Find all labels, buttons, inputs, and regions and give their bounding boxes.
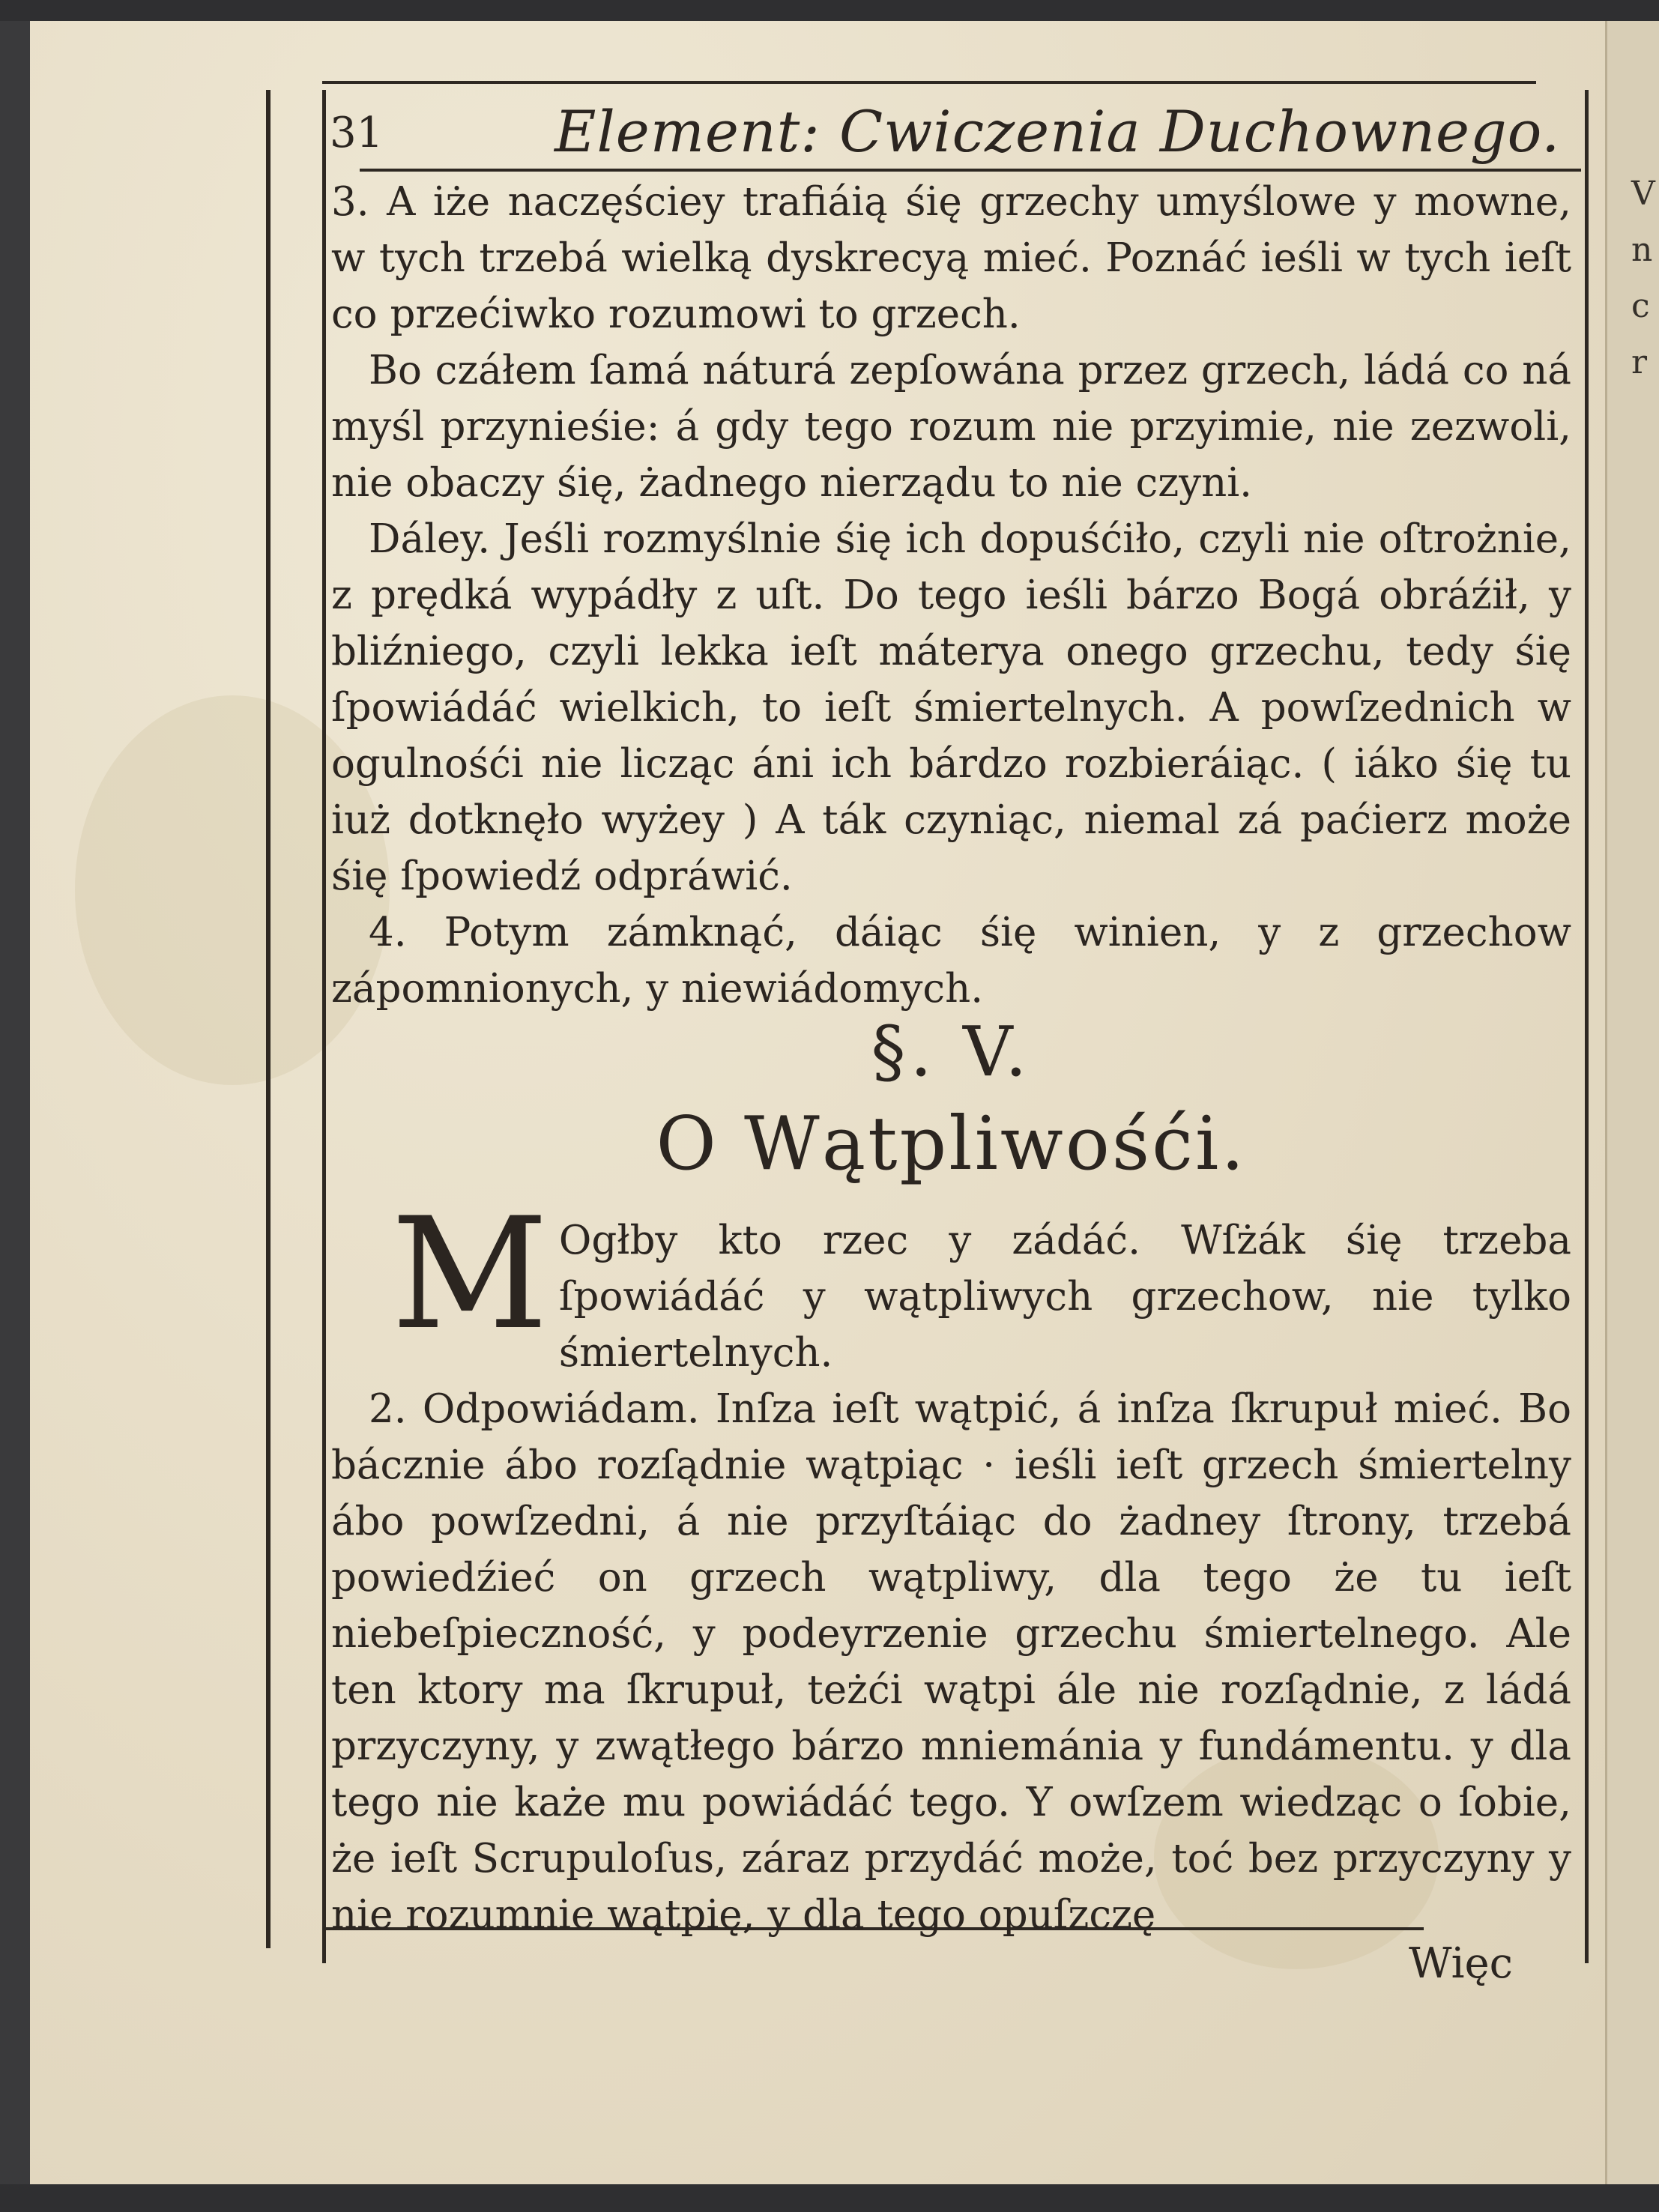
paragraph-text: Ogłby kto rzec y zádáć. Wſżák śię trzeba ſpowiádáć y wątpliwych grzechow, nie tylko śmiertelnych. (558, 1218, 1571, 1376)
page-number: 31 (330, 109, 384, 157)
adjacent-page-edge (1605, 21, 1659, 2184)
adjacent-page-letter: c (1631, 287, 1650, 325)
paragraph: 3. A iże naczęściey trafiáią śię grzechy umyślowe y mowne, w tych trzebá wielką dyskrecyą mieć. Poznáć ieśli w tych ieſt co przećiwko rozumowi to grzech. (331, 179, 1571, 337)
section-title: O Wątpliwośći. (656, 1102, 1247, 1187)
text-block-lower (331, 1185, 1571, 1943)
adjacent-page-letter: r (1631, 343, 1648, 381)
running-title: Element: Cwiczenia Duchownego. (554, 98, 1561, 165)
gutter-rule (266, 90, 271, 1948)
adjacent-page-letter: V (1631, 175, 1655, 213)
header-rule (360, 169, 1581, 172)
top-rule (322, 81, 1536, 84)
section-number: §. V. (871, 1012, 1032, 1092)
paragraph-with-drop-cap (331, 1185, 1571, 1381)
paragraph: 2. Odpowiádam. Inſza ieſt wątpić, á inſza ſkrupuł mieć. Bo bácznie ábo rozſądnie wątpiąc · ieśli ieſt grzech śmiertelny ábo powſzedni, á nie przyſtáiąc do żadney ſtrony, trzebá powiedźieć on grzech wątpliwy, dla tego że tu ieſt niebeſpieczność, y podeyrzenie grzechu śmiertelnego. Ale ten ktory ma ſkrupuł, teżći wątpi ále nie rozſądnie, z ládá przyczyny, y zwątłego bárzo mniemánia y fundámentu. y dla tego nie każe mu powiádáć tego. Y owſzem wiedząc o ſobie, że ieſt Scrupuloſus, záraz przydáć może, toć bez przyczyny y nie rozumnie wątpię, y dla tego opuſzczę (331, 1386, 1571, 1938)
catchword: Więc (1409, 1939, 1513, 1988)
paragraph: Bo czáłem ſamá náturá zepſowána przez grzech, ládá co ná myśl przynieśie: á gdy tego rozum nie przyimie, nie zezwoli, nie obaczy śię, żadnego nierządu to nie czyni. (331, 348, 1571, 506)
text-block-upper (331, 174, 1571, 1017)
page-header (322, 94, 1581, 165)
paragraph: Dáley. Jeśli rozmyślnie śię ich dopuśćiło, czyli nie oſtrożnie, z prędká wypádły z uſt. Do tego ieśli bárzo Bogá obráźił, y bliźniego, czyli lekka ieſt máterya onego grzechu, tedy śię ſpowiádáć wielkich, to ieſt śmiertelnych. A powſzednich w ogulnośći nie licząc áni ich bárdzo rozbieráiąc. ( iáko śię tu iuż dotknęło wyżey ) A ták czyniąc, niemal zá paćierz może śię ſpowiedź odpráwić. (331, 516, 1571, 899)
adjacent-page-letter: n (1631, 231, 1653, 269)
drop-cap: M (391, 1185, 549, 1364)
scan-background-bottom (0, 2184, 1659, 2212)
paragraph: 4. Potym zámknąć, dáiąc śię winien, y z grzechow zápomnionych, y niewiádomych. (331, 910, 1571, 1012)
scan-background-top (0, 0, 1659, 21)
